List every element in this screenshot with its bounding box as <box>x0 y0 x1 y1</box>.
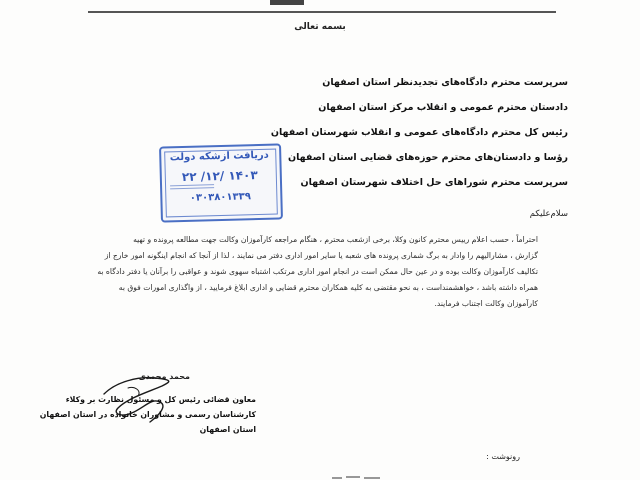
letter-body <box>78 232 538 312</box>
body-line: تکالیف کارآموزان وکالت بوده و در عین حال ممکن است در انجام امور اداری مرتکب اشتباه سهوی شوند و عواقبی را برآنان یا دفتر دادگاه به <box>97 267 538 276</box>
body-line: احتراماً ، حسب اعلام رییس محترم کانون وکلا، برخی ازشعب محترم ، هنگام مراجعه کارآموزان وکالت جهت مطالعه پرونده و تهیه <box>133 235 538 244</box>
stamp-date: ۱۴۰۳ /۱۲/ ۲۲ <box>181 168 258 185</box>
received-stamp <box>159 143 283 222</box>
recipient-line: سرپرست محترم شوراهای حل اختلاف شهرستان اصفهان <box>300 177 568 188</box>
recipient-line: رؤسا و دادستان‌های محترم حوزه‌های قضایی استان اصفهان <box>287 152 568 163</box>
recipient-list <box>268 70 568 195</box>
signer-title-line: استان اصفهان <box>199 425 256 434</box>
recipient-line: رئیس کل محترم دادگاه‌های عمومی و انقلاب شهرستان اصفهان <box>270 127 568 138</box>
body-line: گزارش ، مشارالیهم را وادار به برگ شماری پرونده های شعبه یا سایر امور اداری دفتر می نمایند ، لذا از آنجا که انجام اینگونه امور خارج از <box>104 251 538 260</box>
greeting: سلام‌علیکم <box>529 209 568 219</box>
bottom-text-fragment <box>330 474 390 480</box>
signer-name: محمد محمدی <box>138 372 190 381</box>
body-line: کارآموزان وکالت اجتناب فرمایند. <box>434 299 538 308</box>
recipient-line: دادستان محترم عمومی و انقلاب مرکز استان اصفهان <box>318 102 568 113</box>
body-line: همراه داشته باشد ، خواهشمنداست ، به نحو مقتضی به کلیه همکاران محترم قضایی و اداری ابلاغ فرمایید ، از واگذاری امورات فوق به <box>118 283 538 292</box>
invocation-text: بسمه تعالی <box>294 22 346 32</box>
header-mark <box>270 0 304 5</box>
recipient-line: سرپرست محترم دادگاه‌های تجدیدنظر استان اصفهان <box>322 77 568 88</box>
signer-title-line: معاون قضائی رئیس کل و مسئول نظارت بر وکلاء <box>65 395 256 404</box>
stamp-number: ۰۳۰۳۸۰۱۳۳۹ <box>189 191 252 204</box>
stamp-title: دریافت ازشکه دولت <box>169 149 269 164</box>
signer-title-line: کارشناسان رسمی و مشاوران خانواده در استان اصفهان <box>39 410 256 419</box>
header-rule <box>88 11 556 13</box>
copy-label: رونوشت : <box>486 452 520 461</box>
